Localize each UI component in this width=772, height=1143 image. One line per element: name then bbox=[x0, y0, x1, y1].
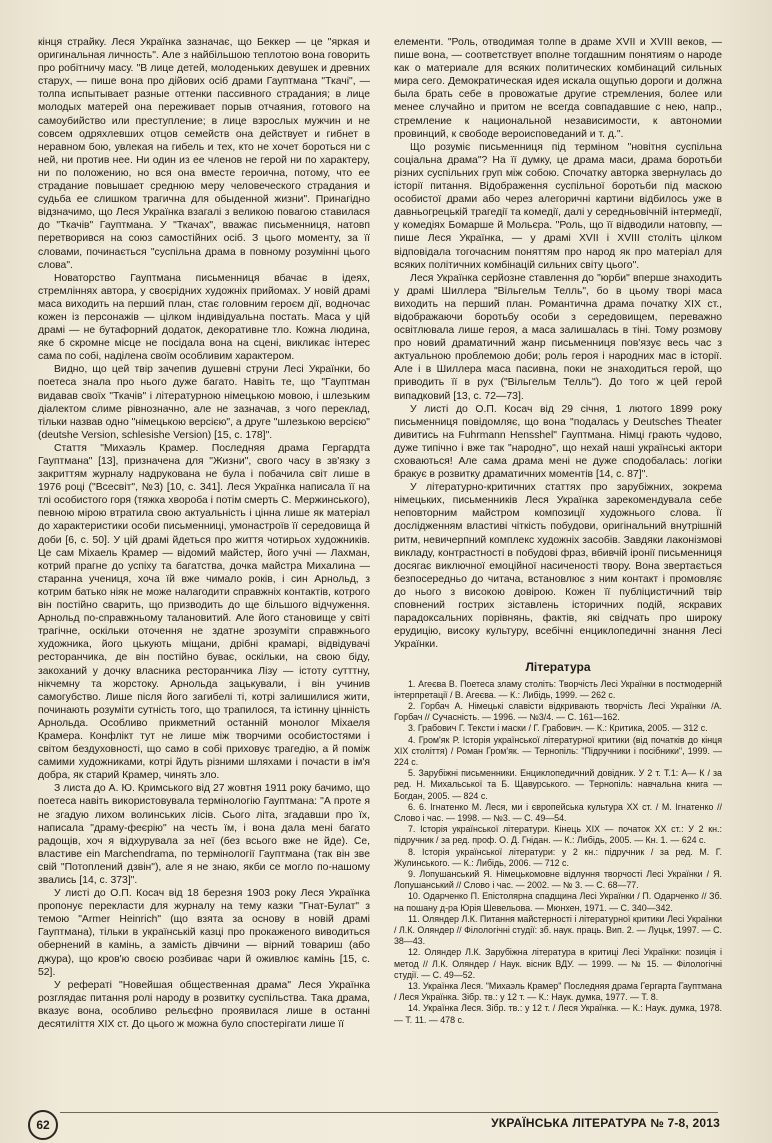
paragraph: Що розуміє письменниця під терміном "новітня суспільна соціальна драма"? На її думку, це драма маси, драма боротьби різних суспільних груп між собою. Спочатку авторка звернулась до історії питання. Відображення суспільної боротьби під маскою особистої драми або через алегоричні картини відбилось уже в давньогрецькій трагедії та комедії, далі у середньовічній інтермедії, у комедіях Бомарше й Мольєра. "Роль, що її відводили натовпу, — пише Леся Українка, — у драмі XVII і XVIII століть цілком відповідала тогочасним поняттям про народ як про матеріал для всяких політичних комбінацій сильних світу цього". bbox=[394, 141, 722, 271]
reference-item: 5. Зарубіжні письменники. Енциклопедичний довідник. У 2 т. Т.1: А— К / за ред. Н. Михальської та Б. Щавурського. — Тернопіль: навчальна книга — Богдан, 2005. — 824 с. bbox=[394, 768, 722, 801]
reference-item: 12. Оляндер Л.К. Зарубіжна література в критиці Лесі Українки: позиція і метод // Л.К. Оляндер / Наук. вісник ВДУ. — 1999. — № 15. — Філологічні студії. — С. 49—52. bbox=[394, 947, 722, 980]
reference-list bbox=[394, 679, 722, 1026]
reference-item: 6. 6. Ігнатенко М. Леся, ми і європейська культура XX ст. / М. Ігнатенко // Слово і час. — 1998. — №3. — С. 49—54. bbox=[394, 801, 722, 823]
reference-item: 2. Горбач А. Німецькі славісти відкривають творчість Лесі Українки /А. Горбач // Сучасність. — 1996. — №3/4. — С. 161—162. bbox=[394, 700, 722, 723]
reference-item: 8. Історія української літератури: у 2 кн.: підручник / за ред. М. Г. Жулинського. — К.: Либідь, 2006. — 712 с. bbox=[394, 846, 722, 868]
paragraph: кінця страйку. Леся Українка зазначає, що Беккер — це "яркая и оригинальная личность". Але з найбільшою теплотою вона говорить про робітничу масу. "В лице детей, молоденьких девушек и древних старух, — пише вона про дійових осіб драми Гауптмана "Ткачі", — толпа испытывает разные оттенки пассивного страдания; в лице молодых матерей она переживает порыв отчаяния, готового на самоубийство или преступление; в лице взрослых мужчин и не совсем одряхлевших отцов семейств она действует и гибнет в неравном бою, увлекая на гибель и тех, кто не хочет бороться ни с ней, ни против нее. Ни один из ее членов не герой ни по характеру, ни по положению, но вся она вместе героична, потому, что ее страдание повышает среднюю меру человеческого страдания и судьба ее слишком трагична для обыденной жизни". Принагідно відзначимо, що Леся Українка взагалі з великою повагою ставилася до "Ткачів" Гауптмана. У "Ткачах", вважає письменниця, натовп перетворився на союз самостійних осіб. З цього моменту, за її словами, починається "суспільна драма в повному розумінні цього слова". bbox=[38, 37, 370, 271]
paragraph: У листі до О.П. Косач від 18 березня 1903 року Леся Українка пропонує перекласти для журналу на тему казки "Гнат-Булат" з темою "Armer Heinrich" (що взята за основу в новій драмі Гауптмана), тільки в українській казці про прокаженого виводиться обернений в камінь, а замість дівчини — вірний товариш (або джура), що кров'ю своєю розбиває чари й оживлює камінь [15, с. 52]. bbox=[38, 888, 370, 978]
reference-item: 7. Історія української літератури. Кінець XIX — початок XX ст.: У 2 кн.: підручник / за ред. проф. О. Д. Гнідан. — К.: Либідь, 2005. — Кн. 1. — 624 с. bbox=[394, 824, 722, 846]
journal-title: УКРАЇНСЬКА ЛІТЕРАТУРА № 7-8, 2013 bbox=[491, 1116, 720, 1130]
paragraph: елементи. "Роль, отводимая толпе в драме XVII и XVIII веков, — пише вона, — соответствует вполне тогдашним понятиям о народе как о материале для всяких политических комбинаций сильных мира сего. Демократическая идея искала ощупью дороги и должна была брать себе в провожатые другие стремления, более или менее случайно и притом не всегда совпадавшие с нею, напр., стремление к национальной независимости, к автономии провинций, к свободе вероисповеданий и т. д.". bbox=[394, 37, 722, 140]
reference-item: 11. Оляндер Л.К. Питання майстерності і літературної критики Лесі Українки / Л.К. Оляндер // Філологічні студії: зб. наук. праць. Вип. 2. — Луцьк, 1997. — С. 38—43. bbox=[394, 913, 722, 947]
reference-item: 1. Агеєва В. Поетеса зламу століть: Творчість Лесі Українки в постмодерній інтерпретації / В. Агеєва. — К.: Либідь, 1999. — 262 с. bbox=[394, 678, 722, 700]
footer-divider bbox=[60, 1112, 718, 1113]
paragraph: Леся Українка серйозне ставлення до "юрби" вперше знаходить у драмі Шиллера "Вільгельм Телль", бо в цьому творі маса виходить на перший план. Романтична драма початку XIX ст., відображаючи боротьбу особи з середовищем, переважно освітлювала лише героя, а маса залишалась в тіні. Тому розмову про новий драматичний жанр письменниця пов'язує весь час з актуальною проблемою доби; роль героя і народних мас в історії. Але і в Шиллера маса пасивна, поки не знаходиться герой, що приводить її в рух ("Вільгельм Телль"). До того ж цей герой випадковий [13, с. 72—73]. bbox=[394, 272, 722, 402]
paragraph: У листі до О.П. Косач від 29 січня, 1 лютого 1899 року письменниця повідомляє, що вона "подалась у Deutsches Theater дивитись на Fuhrmann Hensshel" Гауптмана. Німці грають чудово, дуже типічно і вже так "народно", що нехай наші українські актори сховаються! Але сама драма мені не дуже сподобалась: логіки бракує в розвитку драматичних моментів [14, с. 87]". bbox=[394, 403, 722, 481]
right-text-column bbox=[394, 36, 722, 1106]
reference-item: 4. Гром'як Р. Історія української літературної критики (від початків до кінця XIX століття) / Роман Гром'як. — Тернопіль: "Підручники і посібники", 1999. — 224 с. bbox=[394, 734, 722, 767]
paragraph: Стаття "Михаэль Крамер. Последняя драма Гергардта Гауптмана" [13], призначена для "Жизни", свого часу в зв'язку з закриттям журналу надрукована не була і побачила світ лише в 1976 році ("Всесвіт", №3) [10, с. 341]. Леся Українка написала її на тлі особистого горя (тяжка хвороба і потім смерть С. Мержинського), певною мірою втратила свою актуальність і цінна лише як матеріал до характеристики особи письменниці, умонастроїв її середовища й доби [6, с. 50]. У цій драмі йдеться про життя чотирьох художників. Це сам Міхаель Крамер — відомий майстер, його учні — Лахман, котрий прагне до успіху та багатства, дочка майстра Михалина — старанна учениця, хоча їй вже чимало років, і син Арнольд, з котрим батько ніяк не може налагодити справжніх контактів, котрого він постійно сварить, що призводить до ще більшого відчуження. Арнольд по-справжньому талановитий. Але його становище у світі трагічне, оскільки оточення не здатне зрозуміти справжнього художника, його цькують міщани, дрібні крамарі, відвідувачі ресторанчика, де він постійно буває, оскільки, на свою біду, закоханий у дочку власника ресторанчика Лізу — істоту сутттну, нікчемну та жорстоку. Арнольда зацькували, і він учинив самогубство. Лише після його загибелі ті, котрі залишилися жити, починають розуміти сутність того, що трапилося, та істинну цінність Арнольда. Особливо прикметний останній монолог Міхаеля Крамера. Конфлікт тут не лише між творчими особистостями і світом бездуховності, що само в собі приховує трагедію, а й поміж самими художниками, котрі йдуть різними шляхами і почасти в ім'я добра, як старий Крамер, чинять зло. bbox=[38, 442, 370, 782]
paragraph: З листа до А. Ю. Кримського від 27 жовтня 1911 року бачимо, що поетеса навіть використовувала термінологію Гауптмана: "А проте я не згадую лихом волинських лісів. Сього літа, згадавши про їх, написала "драму-феєрію" на честь їм, і вона дала мені багато радощів, хоч я відхурувала за неї (без всього вже не йде). Се, властиве ein Marchendrama, по термінології Гауптмана (так він зве свій "Потоплений дзвін"), але я не знаю, якби се могло по-нашому звались [14, с. 373]". bbox=[38, 783, 370, 886]
left-text-column bbox=[38, 36, 370, 1099]
reference-item: 14. Українка Леся. Зібр. тв.: у 12 т. / Леся Українка. — К.: Наук. думка, 1978. — Т. 11. — 478 с. bbox=[394, 1003, 722, 1025]
paragraph: У літературно-критичних статтях про зарубіжних, зокрема німецьких, письменників Леся Українка зарекомендувала себе неповторним майстром композиції художнього слова. Її дослідженням властиві чіткість побудови, оригінальний внутрішній ритм, невичерпний комплекс художніх засобів. Завдяки лаконізмові викладу, контрастності в побудові фраз, вбивчій іронії письменниця досягає виключної емоційної насиченості твору. Вона звертається безпосередньо до читача, встановлює з ним контакт і промовляє до нього з високою довірою. Кожен її публіцистичний твір сповнений гострих зіставлень історичних подій, яскравих парадоксальних порівнянь, фактів, які свідчать про широку ерудицію, високу культуру, всебічні енциклопедичні знання Лесі Українки. bbox=[394, 482, 722, 651]
reference-item: 13. Українка Леся. "Михаэль Крамер" Последняя драма Гергарта Гауптмана / Леся Українка. Зібр. тв.: у 12 т. — К.: Наук. думка, 1977. — Т. 8. bbox=[394, 980, 722, 1003]
literature-heading: Література bbox=[525, 660, 591, 675]
paragraph: Новаторство Гауптмана письменниця вбачає в ідеях, стремліннях автора, у своєрідних художніх прийомах. У новій драмі маса виходить на перший план, стає головним героєм дії, водночас кожен із персонажів — цілком індивідуальна постать. Маса у цій драмі — не бутафорний додаток, декоративне тло. Кожна людина, яке б скромне місце не посідала вона на сцені, викликає інтерес сама по собі, наділена своїм особливим характером. bbox=[38, 272, 370, 363]
reference-item: 9. Лопушанський Я. Німецькомовне відлуння творчості Лесі Українки / Я. Лопушанський // Слово і час. — 2002. — № 3. — С. 68—77. bbox=[394, 868, 722, 891]
paragraph: Видно, що цей твір зачепив душевні струни Лесі Українки, бо поетеса знала про нього дуже багато. Навіть те, що "Гауптман видавав своїх "Ткачів" і літературною німецькою мовою, і шлезьким діалектом слиме рівнозначно, але не зазначав, з чого переклад, тільки назвав одно "німецькою версією", а друге "шлезькою версією" (deutshe Version, schlesishe Version) [15, с. 178]". bbox=[38, 364, 370, 441]
page-number: 62 bbox=[28, 1110, 58, 1140]
reference-item: 3. Грабович Г. Тексти і маски / Г. Грабович. — К.: Критика, 2005. — 312 с. bbox=[408, 723, 708, 734]
paragraph: У рефераті "Новейшая общественная драма" Леся Українка розглядає питання ролі народу в розвитку суспільства. Така драма, вказує вона, особливо рельєфно проявилася лише в останні десятиліття XIX ст. До цього ж можна було спостерігати лише її bbox=[38, 979, 370, 1031]
reference-item: 10. Одарченко П. Епістолярна спадщина Лесі Українки / П. Одарченко // Зб. на пошану д-ра Юрія Шевельова. — Мюнхен, 1971. — С. 340—342. bbox=[394, 891, 722, 913]
